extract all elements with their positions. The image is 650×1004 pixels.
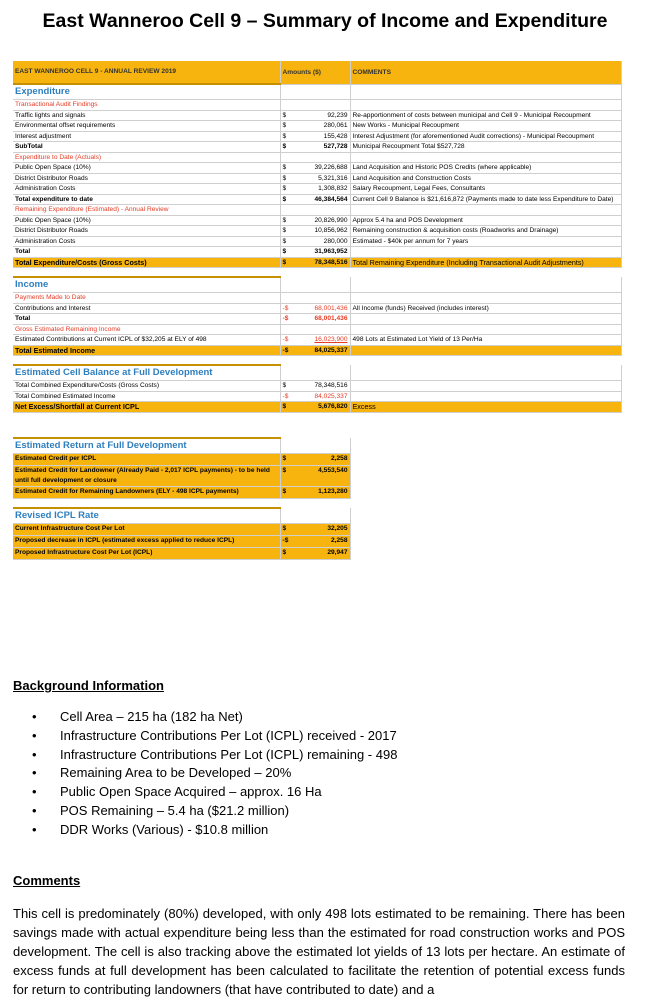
header-comments: COMMENTS [350,61,621,84]
table-row: Administration Costs $ 1,308,832 Salary Recoupment, Legal Fees, Consultants [13,184,621,195]
table-row: Interest adjustment $ 155,428 Interest Adjustment (for aforementioned Audit corrections) - Municipal Recoupment [13,131,621,142]
list-item: • DDR Works (Various) - $10.8 million [32,821,397,840]
table-row: District Distributor Roads $ 10,856,962 Remaining construction & acquisition costs (Roadworks and Drainage) [13,226,621,237]
total-estimated-income-row: Total Estimated Income -$ 84,025,337 [13,345,621,356]
table-row: Environmental offset requirements $ 280,061 New Works - Municipal Recoupment [13,121,621,132]
table-row: Expenditure to Date (Actuals) [13,152,621,163]
table-row: Remaining Expenditure (Estimated) - Annual Review [13,205,621,216]
table-row: Public Open Space (10%) $ 39,226,688 Land Acquisition and Historic POS Credits (where applicable) [13,163,621,174]
section-title: Income [13,277,280,293]
table-row: Administration Costs $ 280,000 Estimated - $40k per annum for 7 years [13,236,621,247]
table-row: Estimated Credit per ICPL $ 2,258 [13,453,621,465]
expenditure-section [13,84,621,100]
section-title: Estimated Cell Balance at Full Development [13,365,280,381]
list-item: • Infrastructure Contributions Per Lot (ICPL) remaining - 498 [32,746,397,765]
net-excess-row: Net Excess/Shortfall at Current ICPL $ 5,676,820 Excess [13,402,621,413]
icpl-section [13,508,621,524]
balance-section [13,365,621,381]
table-row: District Distributor Roads $ 5,321,316 Land Acquisition and Construction Costs [13,173,621,184]
table-row: Proposed Infrastructure Cost Per Lot (ICPL) $ 29,947 [13,547,621,559]
header-label: EAST WANNEROO CELL 9 - ANNUAL REVIEW 2019 [13,61,280,84]
list-item: • Public Open Space Acquired – approx. 16 Ha [32,783,397,802]
total-to-date-row: Total expenditure to date $ 46,384,564 Current Cell 9 Balance is $21,616,872 (Payments made to date less Expenditure to Date) [13,194,621,205]
total-row: Total $ 31,963,952 [13,247,621,258]
table-row: Total Combined Expenditure/Costs (Gross Costs) $ 78,348,516 [13,381,621,392]
table-row: Gross Estimated Remaining Income [13,324,621,335]
list-item: • Remaining Area to be Developed – 20% [32,764,397,783]
table-row: Contributions and Interest -$ 68,001,436 All Income (funds) Received (includes interest) [13,303,621,314]
page-title: East Wanneroo Cell 9 – Summary of Income and Expenditure [42,10,608,32]
table-row: Public Open Space (10%) $ 20,826,990 Approx 5.4 ha and POS Development [13,215,621,226]
list-item: • Infrastructure Contributions Per Lot (ICPL) received - 2017 [32,727,397,746]
income-section [13,277,621,293]
table-row: Transactional Audit Findings [13,100,621,111]
section-title: Revised ICPL Rate [13,508,280,524]
table-row: Payments Made to Date [13,293,621,304]
table-row: Proposed decrease in ICPL (estimated excess applied to reduce ICPL) -$ 2,258 [13,535,621,547]
list-item: • Cell Area – 215 ha (182 ha Net) [32,708,397,727]
table-row: Estimated Credit for Landowner (Already Paid - 2,017 ICPL payments) - to be held until full development or closure $ 4,553,540 [13,465,621,486]
section-title: Estimated Return at Full Development [13,438,280,454]
table-row: Traffic lights and signals $ 92,239 Re-apportionment of costs between municipal and Cell 9 - Municipal Recoupment [13,110,621,121]
comments-paragraph: This cell is predominately (80%) developed, with only 498 lots estimated to be remaining. There has been savings made with actual expenditure being less than the estimated for road construction works and POS development. The cell is also tracking above the estimated lot yields of 13 lots per hectare. An estimate of excess funds at full development has been calculated to facilitate the retention of potential excess funds for return to contributing landowners (that have contributed to date) and a [13,906,625,997]
summary-table [13,61,621,560]
comments-heading: Comments [13,873,81,888]
section-title: Expenditure [13,84,280,100]
table-header [13,61,621,84]
return-section [13,438,621,454]
header-amount: Amounts ($) [280,61,350,84]
list-item: • POS Remaining – 5.4 ha ($21.2 million) [32,802,397,821]
background-list [32,708,397,840]
table-row: Total Combined Estimated Income -$ 84,025,337 [13,391,621,402]
table-row: Current Infrastructure Cost Per Lot $ 32,205 [13,523,621,535]
table-row: Estimated Credit for Remaining Landowners (ELY - 498 ICPL payments) $ 1,123,280 [13,486,621,498]
table-row: Estimated Contributions at Current ICPL of $32,205 at ELY of 498 -$ 16,023,900 498 Lots at Estimated Lot Yield of 13 Per/Ha [13,335,621,346]
subtotal-row: SubTotal $ 527,728 Municipal Recoupment Total $527,728 [13,142,621,153]
background-heading: Background Information [13,678,164,693]
gross-costs-row: Total Expenditure/Costs (Gross Costs) $ 78,348,516 Total Remaining Expenditure (Including Transactional Audit Adjustments) [13,257,621,268]
table-row: Total -$ 68,001,436 [13,314,621,325]
